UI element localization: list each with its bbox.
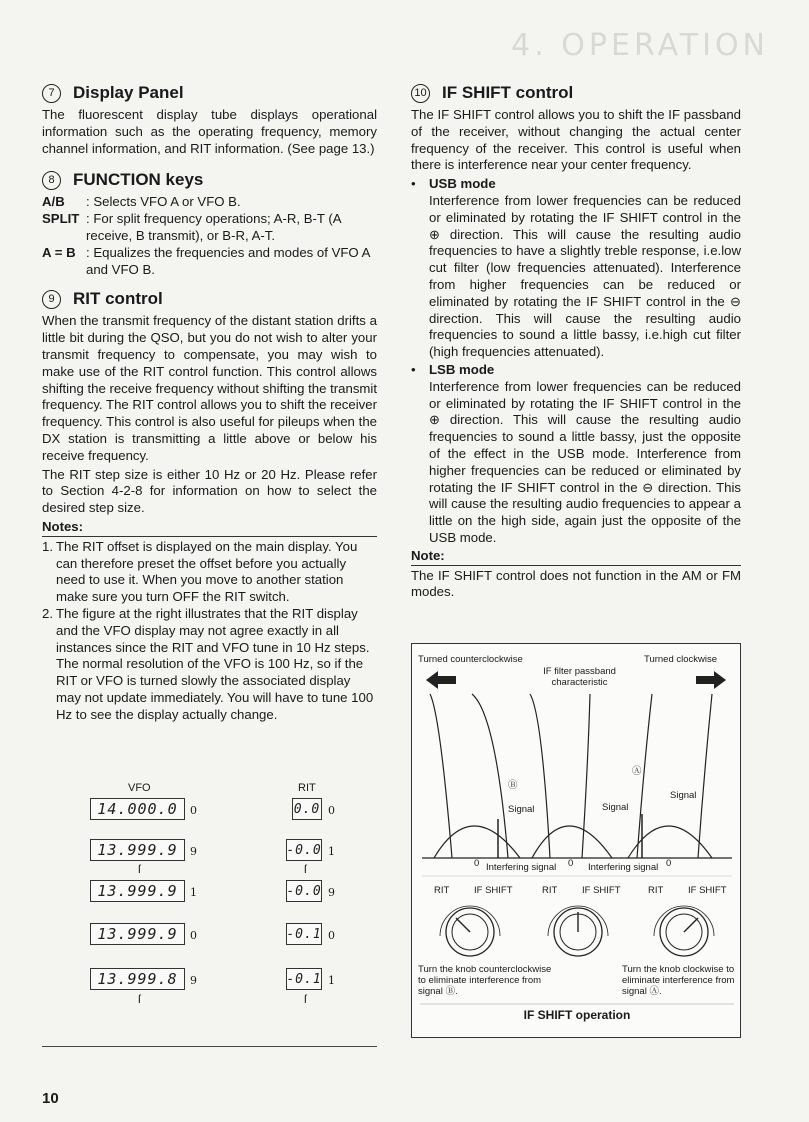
lsb-mode-title: LSB mode <box>429 361 495 377</box>
note-number: 2. <box>42 605 53 621</box>
note-label: Note: <box>411 548 741 566</box>
interfering-label: Interfering signal <box>486 862 557 873</box>
section-number: 7 <box>42 84 61 103</box>
rit-sub-digit: 0 <box>328 929 335 942</box>
passband-line <box>472 694 508 858</box>
section-number: 10 <box>411 84 430 103</box>
vfo-sub-digit: 9 <box>190 845 197 858</box>
key-desc: : For split frequency operations; A-R, B-T (A receive, B transmit), or B-R, A-T. <box>86 211 341 243</box>
vfo-column-label: VFO <box>128 782 151 794</box>
left-arrow-icon <box>426 671 456 689</box>
interfering-label: Interfering signal <box>588 862 659 873</box>
signal-label: Signal <box>508 804 535 815</box>
key-name: A/B <box>42 194 65 210</box>
usb-mode-text: Interference from lower frequencies can be reduced or eliminated by rotating the IF SHIFT control in the ⊕ direction. This will cause the resulting audio frequencies to have a slightly treble response, i.e.low cut filter (low frequencies attenuated). Interference from higher frequencies can be reduced or eliminated by rotating the IF SHIFT control in the ⊖ direction. This will cause the resulting audio frequencies to sound a little bassy, i.e.high cut filter (high frequencies attenuated). <box>429 192 741 360</box>
display-panel-body: The fluorescent display tube displays operational information such as the operating frequency, memory channel information, and RIT information. (See page 13.) <box>42 107 377 156</box>
key-row-ab <box>42 194 377 211</box>
rit-column-label: RIT <box>298 782 316 794</box>
right-arrow-icon <box>696 671 726 689</box>
signal-label: Signal <box>670 790 697 801</box>
lsb-mode-text: Interference from lower frequencies can be reduced or eliminated by rotating the IF SHIFT control in the ⊕ direction. This will cause the resulting audio frequencies to sound a little bassy, just the opposite of the effect in the USB mode. Interference from higher frequencies can be reduced or eliminated by rotating the IF SHIFT control in the ⊖ direction. This will cause the resulting audio frequencies to appear a little on the high side, again just the opposite of the USB mode. <box>429 378 741 545</box>
left-column <box>42 82 377 724</box>
cw-label: Turned clockwise <box>644 654 718 665</box>
key-desc: : Equalizes the frequencies and modes of VFO A and VFO B. <box>86 244 370 277</box>
rit-display: -0.1 <box>286 923 322 945</box>
display-panel-heading <box>42 84 377 103</box>
rit-sub-digit: 1 <box>328 974 335 987</box>
rit-sub-digit: 0 <box>328 804 335 817</box>
signal-marker-a: Ⓐ <box>632 766 642 777</box>
vfo-display: 13.999.9 <box>90 880 185 902</box>
left-caption: Turn the knob counterclockwise to eliminate interference from signal Ⓑ. <box>418 964 552 997</box>
rit-display: -0.0 <box>286 839 322 861</box>
section-title: FUNCTION keys <box>73 170 204 190</box>
if-shift-intro: The IF SHIFT control allows you to shift the IF passband of the receiver, without changing the actual center frequency of the receiver. This control is useful when there is interference near your center frequency. <box>411 107 741 173</box>
if-shift-heading <box>411 84 741 103</box>
page-number: 10 <box>42 1090 59 1107</box>
rit-paragraph-2: The RIT step size is either 10 Hz or 20 Hz. Please refer to Section 4-2-8 for information on how to select the desired step size. <box>42 466 377 516</box>
zero-label: 0 <box>666 858 672 869</box>
rit-display: -0.0 <box>286 880 322 902</box>
note-item-1 <box>42 539 377 606</box>
rit-sub-digit: 1 <box>328 845 335 858</box>
scroll-mark-icon: ſ <box>138 992 141 1006</box>
key-desc: : Selects VFO A or VFO B. <box>86 194 241 210</box>
signal-curve <box>628 826 712 858</box>
note-item-2 <box>42 606 377 724</box>
knob-label-ifshift: IF SHIFT <box>582 885 621 896</box>
key-row-aeqb <box>42 245 377 279</box>
zero-label: 0 <box>474 858 480 869</box>
usb-mode-title: USB mode <box>429 176 496 192</box>
note-text: The RIT offset is displayed on the main display. You can therefore preset the offset before you actually need to use it. When you move to another station make sure you turn OFF the RIT switch. <box>56 538 358 605</box>
lsb-mode-bullet <box>411 362 741 379</box>
section-title: IF SHIFT control <box>442 83 574 103</box>
key-name: A = B <box>42 244 76 260</box>
vfo-sub-digit: 0 <box>190 804 197 817</box>
scroll-mark-icon: ſ <box>304 992 307 1006</box>
vfo-display: 14.000.0 <box>90 798 185 820</box>
function-keys-heading <box>42 171 377 190</box>
note-number: 1. <box>42 538 53 554</box>
usb-mode-bullet <box>411 176 741 193</box>
signal-curve <box>532 826 612 858</box>
vfo-display: 13.999.9 <box>90 839 185 861</box>
knob-label-rit: RIT <box>542 885 558 896</box>
passband-line <box>530 694 550 858</box>
signal-label: Signal <box>602 802 629 813</box>
notes-label: Notes: <box>42 519 377 537</box>
scroll-mark-icon: ſ <box>304 862 307 876</box>
knob-label-ifshift: IF SHIFT <box>474 885 513 896</box>
knob-label-rit: RIT <box>648 885 664 896</box>
scroll-mark-icon: ſ <box>138 862 141 876</box>
vfo-rit-display-table <box>80 782 360 1012</box>
passband-line <box>430 694 452 858</box>
knob-label-ifshift: IF SHIFT <box>688 885 727 896</box>
key-row-split <box>42 211 377 245</box>
rit-heading <box>42 290 377 309</box>
right-column <box>411 82 741 603</box>
ghost-header: 4. OPERATION <box>511 28 769 63</box>
key-name: SPLIT <box>42 211 80 227</box>
zero-label: 0 <box>568 858 574 869</box>
vfo-sub-digit: 1 <box>190 886 197 899</box>
rit-display: 0.0 <box>292 798 322 820</box>
note-text: The figure at the right illustrates that the RIT display and the VFO display may not agree exactly in all instances since the RIT and VFO tune in 10 Hz steps. The normal resolution of the VFO is 100 Hz, so if the RIT or VFO is turned slowly the associated display may not update immediately. You will have to tune 100 Hz to see the display actually change. <box>56 605 374 722</box>
passband-line <box>698 694 712 858</box>
section-title: Display Panel <box>73 83 184 103</box>
vfo-display: 13.999.9 <box>90 923 185 945</box>
if-shift-figure <box>411 643 741 1038</box>
vfo-sub-digit: 9 <box>190 974 197 987</box>
rit-sub-digit: 9 <box>328 886 335 899</box>
note-text: The IF SHIFT control does not function in the AM or FM modes. <box>411 567 741 600</box>
knob-label-rit: RIT <box>434 885 450 896</box>
signal-marker-b: Ⓑ <box>508 780 518 791</box>
passband-label: IF filter passband characteristic <box>543 666 616 688</box>
section-number: 9 <box>42 290 61 309</box>
section-number: 8 <box>42 171 61 190</box>
bullet-dot-icon: • <box>411 361 416 377</box>
right-caption: Turn the knob clockwise to eliminate interference from signal Ⓐ. <box>622 964 735 997</box>
rit-display: -0.1 <box>286 968 322 990</box>
bullet-dot-icon: • <box>411 176 416 192</box>
ccw-label: Turned counterclockwise <box>418 654 523 665</box>
vfo-display: 13.999.8 <box>90 968 185 990</box>
figure-title: IF SHIFT operation <box>523 1008 631 1022</box>
rit-paragraph-1: When the transmit frequency of the distant station drifts a little bit during the QSO, but you do not wish to alter your transmit frequency to compensate, you may wish to make use of the RIT control function. This control allows shifting the receive frequency without shifting the transmit frequency. The RIT control allows you to shift the receiver frequency. This control is also useful for pileups when the DX station is transmitting a little above or below his receive frequency. <box>42 313 377 463</box>
section-title: RIT control <box>73 289 163 309</box>
vfo-sub-digit: 0 <box>190 929 197 942</box>
bottom-divider <box>42 1046 377 1047</box>
